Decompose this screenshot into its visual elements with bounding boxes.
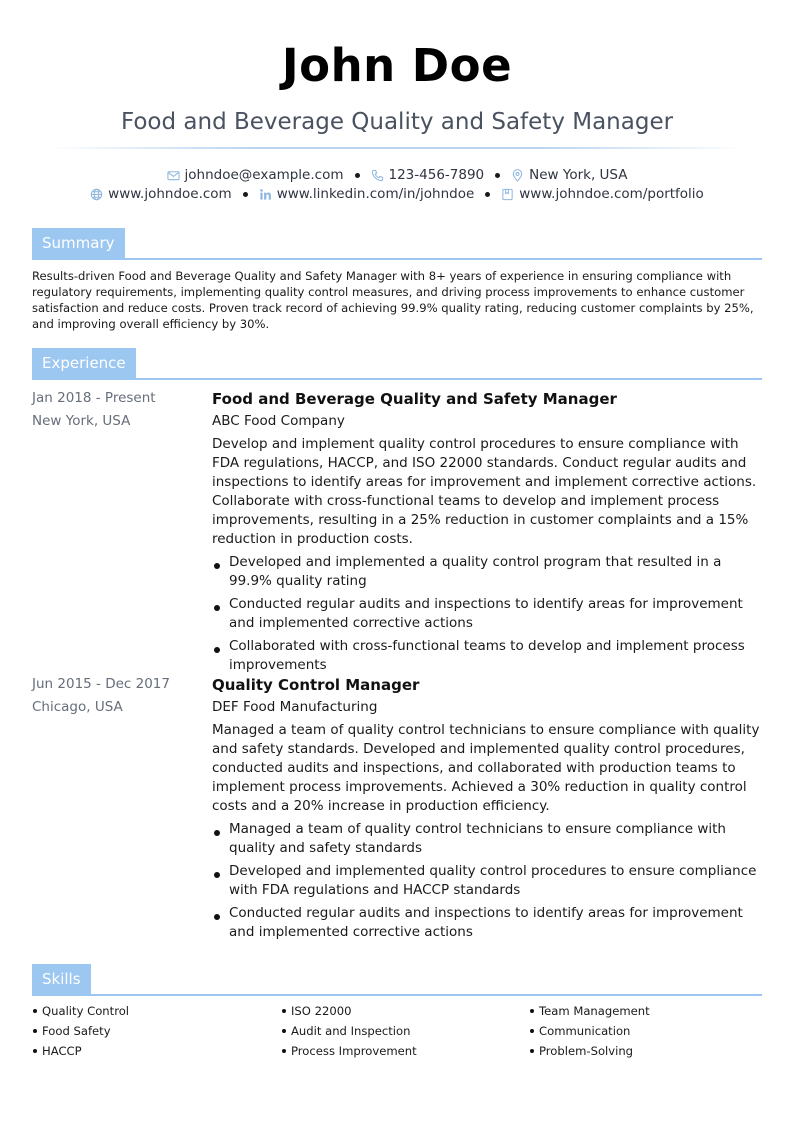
experience-content <box>212 388 764 679</box>
summary-text: Results-driven Food and Beverage Quality and Safety Manager with 8+ years of experience in ensuring compliance with regulatory requirements, implementing quality control measures, and driving process improvements to enhance customer satisfaction and reduce costs. Proven track record of achieving 99.9% quality rating, reducing customer complaints by 25%, and improving overall efficiency by 30%. <box>32 269 754 331</box>
map-pin-icon <box>511 169 524 182</box>
list-item: Developed and implemented quality control procedures to ensure compliance with FDA regulations and HACCP standards <box>212 862 764 900</box>
contact-linkedin[interactable] <box>259 185 475 203</box>
skill-item: ISO 22000 <box>281 1003 521 1023</box>
summary-heading: Summary <box>32 228 125 258</box>
experience-section-header <box>32 348 762 380</box>
skills-heading: Skills <box>32 964 91 994</box>
skill-item: Team Management <box>529 1003 769 1023</box>
portfolio-icon <box>501 188 514 201</box>
contact-website[interactable] <box>90 185 232 203</box>
skill-item: Communication <box>529 1023 769 1043</box>
skill-item: Problem-Solving <box>529 1043 769 1063</box>
skill-item: HACCP <box>32 1043 272 1063</box>
email-text: johndoe@example.com <box>184 167 344 183</box>
experience-bullets <box>212 553 764 675</box>
list-item: Developed and implemented a quality control program that resulted in a 99.9% quality rating <box>212 553 764 591</box>
experience-meta <box>32 674 202 720</box>
experience-content <box>212 674 764 946</box>
experience-company: DEF Food Manufacturing <box>212 699 378 715</box>
skills-rule <box>32 994 762 996</box>
contact-portfolio[interactable] <box>501 185 704 203</box>
linkedin-text: www.linkedin.com/in/johndoe <box>276 186 475 202</box>
mail-icon <box>167 169 180 182</box>
title-divider <box>48 147 746 149</box>
experience-dates: Jun 2015 - Dec 2017 <box>32 676 170 692</box>
skill-item: Process Improvement <box>281 1043 521 1063</box>
resume-name: John Doe <box>281 39 513 92</box>
separator-dot <box>485 192 490 197</box>
contact-phone[interactable] <box>371 166 485 184</box>
skills-column <box>32 1003 272 1063</box>
experience-rule <box>32 378 762 380</box>
resume-job-title: Food and Beverage Quality and Safety Manager <box>120 109 674 135</box>
summary-rule <box>32 258 762 260</box>
separator-dot <box>243 192 248 197</box>
contact-row-primary <box>0 166 794 184</box>
contact-location <box>511 166 627 184</box>
experience-location: New York, USA <box>32 413 131 429</box>
skill-item: Quality Control <box>32 1003 272 1023</box>
experience-dates: Jan 2018 - Present <box>32 390 156 406</box>
experience-meta <box>32 388 202 434</box>
separator-dot <box>355 173 360 178</box>
contact-email[interactable] <box>167 166 344 184</box>
experience-heading: Experience <box>32 348 136 378</box>
linkedin-icon <box>259 188 272 201</box>
skills-column <box>281 1003 521 1063</box>
skill-item: Audit and Inspection <box>281 1023 521 1043</box>
experience-location: Chicago, USA <box>32 699 123 715</box>
skill-item: Food Safety <box>32 1023 272 1043</box>
globe-icon <box>90 188 103 201</box>
skills-section-header <box>32 964 762 996</box>
experience-description: Develop and implement quality control procedures to ensure compliance with FDA regulations, HACCP, and ISO 22000 standards. Conduct regular audits and inspections to identify areas for improvement and implement corrective actions. Collaborate with cross-functional teams to develop and implement process improvements, resulting in a 25% reduction in customer complaints and a 15% reduction in production costs. <box>212 436 757 547</box>
location-text: New York, USA <box>529 167 628 183</box>
experience-company: ABC Food Company <box>212 413 345 429</box>
portfolio-text: www.johndoe.com/portfolio <box>519 186 704 202</box>
list-item: Collaborated with cross-functional teams to develop and implement process improvements <box>212 637 764 675</box>
separator-dot <box>495 173 500 178</box>
experience-description: Managed a team of quality control technicians to ensure compliance with quality and safety standards. Developed and implemented quality control procedures, conducted audits and inspections, and collaborated with production teams to implement process improvements. Achieved a 30% reduction in quality control costs and a 20% increase in production efficiency. <box>212 722 760 814</box>
contact-row-links <box>0 185 794 203</box>
website-text: www.johndoe.com <box>108 186 232 202</box>
summary-section-header <box>32 228 762 260</box>
experience-role: Quality Control Manager <box>212 676 420 694</box>
list-item: Conducted regular audits and inspections to identify areas for improvement and implemented corrective actions <box>212 595 764 633</box>
list-item: Conducted regular audits and inspections to identify areas for improvement and implemented corrective actions <box>212 904 764 942</box>
experience-bullets <box>212 820 764 942</box>
phone-text: 123-456-7890 <box>388 167 485 183</box>
skills-column <box>529 1003 769 1063</box>
list-item: Managed a team of quality control technicians to ensure compliance with quality and safety standards <box>212 820 764 858</box>
experience-role: Food and Beverage Quality and Safety Manager <box>212 390 617 408</box>
phone-icon <box>371 169 384 182</box>
